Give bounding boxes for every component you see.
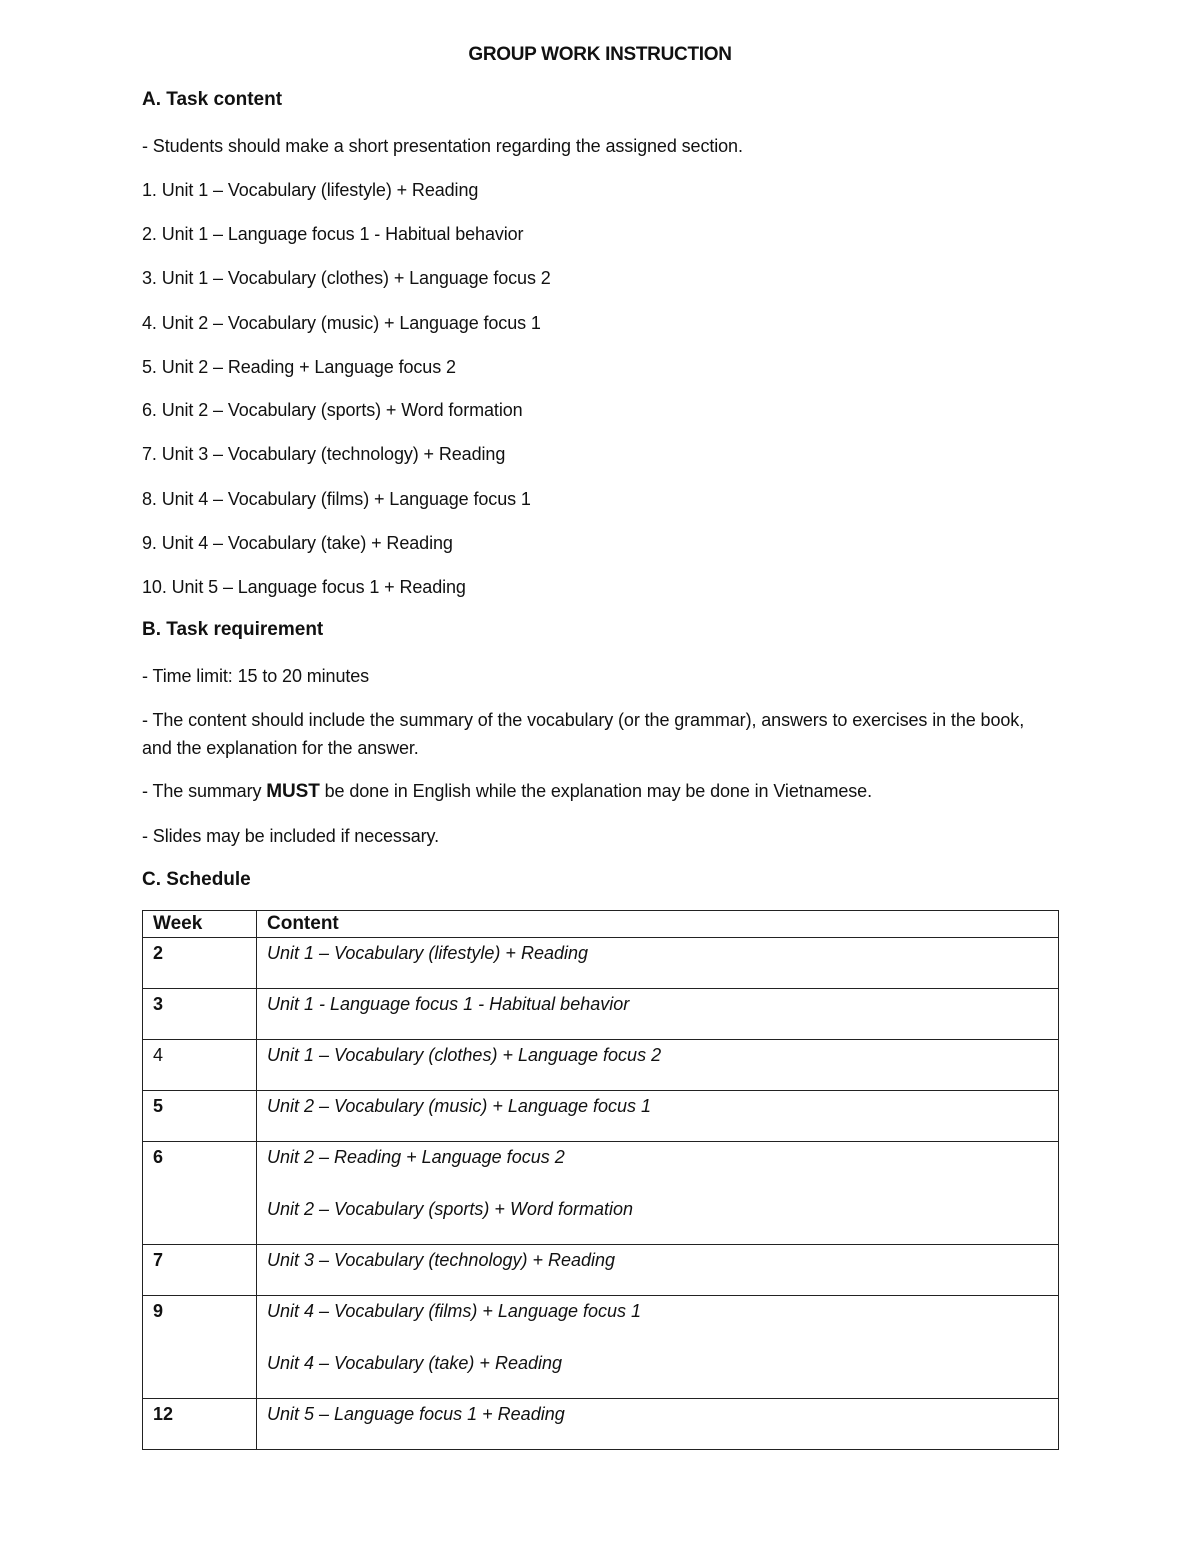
week-cell <box>143 1399 257 1450</box>
section-a-heading: A. Task content <box>142 89 283 110</box>
week-cell <box>143 1296 257 1399</box>
week-value: 9 <box>153 1301 164 1321</box>
week-value: 7 <box>153 1250 164 1270</box>
task-item: 7. Unit 3 – Vocabulary (technology) + Reading <box>142 444 506 464</box>
week-value: 2 <box>153 943 164 963</box>
content-value: Unit 1 – Vocabulary (lifestyle) + Reading <box>267 943 588 963</box>
table-row <box>143 938 1059 989</box>
week-column-header: Week <box>143 911 257 938</box>
summary-requirement-text <box>142 781 872 803</box>
must-emphasis: MUST <box>266 781 320 802</box>
content-cell <box>257 1296 1059 1399</box>
content-cell <box>257 1399 1059 1450</box>
task-item: 10. Unit 5 – Language focus 1 + Reading <box>142 577 466 597</box>
content-cell <box>257 1245 1059 1296</box>
week-cell <box>143 1040 257 1091</box>
content-cell <box>257 1091 1059 1142</box>
week-cell <box>143 1142 257 1245</box>
content-value: Unit 3 – Vocabulary (technology) + Reading <box>267 1250 616 1270</box>
task-item: 5. Unit 2 – Reading + Language focus 2 <box>142 357 456 377</box>
schedule-table <box>142 910 1059 1450</box>
table-row <box>143 1040 1059 1091</box>
week-cell <box>143 1245 257 1296</box>
summary-text-end: be done in English while the explanation may be done in Vietnamese. <box>319 781 872 801</box>
content-value: Unit 1 - Language focus 1 - Habitual behavior <box>267 994 630 1014</box>
task-item: 3. Unit 1 – Vocabulary (clothes) + Language focus 2 <box>142 268 551 288</box>
task-item: 4. Unit 2 – Vocabulary (music) + Language focus 1 <box>142 313 541 333</box>
content-cell <box>257 1142 1059 1245</box>
section-b-heading: B. Task requirement <box>142 619 324 640</box>
week-value: 3 <box>153 994 164 1014</box>
content-cell <box>257 1040 1059 1091</box>
content-cell <box>257 989 1059 1040</box>
schedule-header-row <box>143 911 1059 938</box>
week-value: 4 <box>153 1045 164 1065</box>
table-row <box>143 1091 1059 1142</box>
task-item: 8. Unit 4 – Vocabulary (films) + Language focus 1 <box>142 489 531 509</box>
task-item: 2. Unit 1 – Language focus 1 - Habitual behavior <box>142 224 524 244</box>
content-column-header: Content <box>257 911 1059 938</box>
table-row <box>143 1399 1059 1450</box>
week-cell <box>143 938 257 989</box>
table-row <box>143 1296 1059 1399</box>
content-cell <box>257 938 1059 989</box>
slides-note-text: - Slides may be included if necessary. <box>142 826 440 846</box>
content-value: Unit 5 – Language focus 1 + Reading <box>267 1404 565 1424</box>
week-value: 5 <box>153 1096 164 1116</box>
week-value: 12 <box>153 1404 174 1424</box>
content-value: Unit 2 – Vocabulary (sports) + Word formation <box>267 1199 633 1219</box>
section-c-heading: C. Schedule <box>142 869 251 890</box>
week-cell <box>143 1091 257 1142</box>
task-item: 6. Unit 2 – Vocabulary (sports) + Word formation <box>142 400 523 420</box>
content-requirement-text: - The content should include the summary of the vocabulary (or the grammar), answers to exercises in the book, and the explanation for the answer. <box>142 710 1025 758</box>
task-item: 9. Unit 4 – Vocabulary (take) + Reading <box>142 533 453 553</box>
content-value: Unit 4 – Vocabulary (take) + Reading <box>267 1353 562 1373</box>
content-value: Unit 4 – Vocabulary (films) + Language focus 1 <box>267 1301 642 1321</box>
week-cell <box>143 989 257 1040</box>
content-value: Unit 2 – Vocabulary (music) + Language focus 1 <box>267 1096 652 1116</box>
time-limit-text: - Time limit: 15 to 20 minutes <box>142 666 370 686</box>
table-row <box>143 1142 1059 1245</box>
content-value: Unit 1 – Vocabulary (clothes) + Language focus 2 <box>267 1045 662 1065</box>
task-item: 1. Unit 1 – Vocabulary (lifestyle) + Reading <box>142 180 479 200</box>
content-value: Unit 2 – Reading + Language focus 2 <box>267 1147 565 1167</box>
table-row <box>143 1245 1059 1296</box>
table-row <box>143 989 1059 1040</box>
summary-text-start: - The summary <box>142 781 267 801</box>
document-title: GROUP WORK INSTRUCTION <box>468 44 732 65</box>
week-value: 6 <box>153 1147 164 1167</box>
section-a-intro: - Students should make a short presentation regarding the assigned section. <box>142 136 743 156</box>
